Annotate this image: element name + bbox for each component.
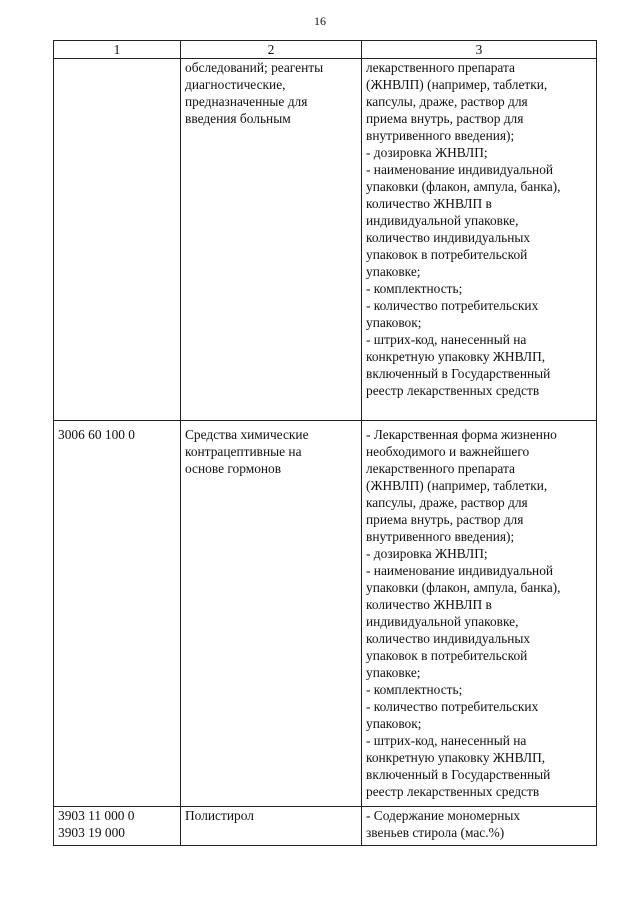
- description-cell: [362, 807, 597, 846]
- text-line: - наименование индивидуальной: [366, 563, 554, 578]
- text-line: - штрих-код, нанесенный на: [366, 332, 527, 347]
- text-line: - штрих-код, нанесенный на: [366, 733, 527, 748]
- text-line: включенный в Государственный: [366, 767, 551, 782]
- text-line: конкретную упаковку ЖНВЛП,: [366, 750, 546, 765]
- text-line: 3903 11 000 0: [58, 808, 135, 823]
- text-line: упаковки (флакон, ампула, банка),: [366, 179, 561, 194]
- text-line: упаковок;: [366, 716, 422, 731]
- text-line: основе гормонов: [185, 461, 282, 476]
- header-col-2: 2: [181, 41, 362, 59]
- table-header-row: [54, 41, 597, 59]
- text-line: внутривенного введения);: [366, 529, 515, 544]
- text-line: упаковке;: [366, 665, 421, 680]
- text-line: - количество потребительских: [366, 699, 539, 714]
- text-line: 3006 60 100 0: [58, 427, 135, 442]
- text-line: - дозировка ЖНВЛП;: [366, 145, 488, 160]
- text-line: звеньев стирола (мас.%): [366, 825, 505, 840]
- text-line: контрацептивные на: [185, 444, 302, 459]
- text-line: (ЖНВЛП) (например, таблетки,: [366, 478, 548, 493]
- text-line: количество ЖНВЛП в: [366, 597, 492, 612]
- header-col-3: 3: [362, 41, 597, 59]
- text-line: реестр лекарственных средств: [366, 383, 540, 398]
- text-line: включенный в Государственный: [366, 366, 551, 381]
- text-line: - комплектность;: [366, 281, 463, 296]
- text-line: - комплектность;: [366, 682, 463, 697]
- text-line: приема внутрь, раствор для: [366, 512, 524, 527]
- text-line: упаковок в потребительской: [366, 247, 528, 262]
- text-line: реестр лекарственных средств: [366, 784, 540, 799]
- description-cell: [362, 59, 597, 421]
- text-line: - Лекарственная форма жизненно: [366, 427, 557, 442]
- text-line: капсулы, драже, раствор для: [366, 94, 528, 109]
- table-row: [54, 59, 597, 421]
- text-line: упаковок;: [366, 315, 422, 330]
- text-line: лекарственного препарата: [366, 60, 515, 75]
- text-line: Полистирол: [185, 808, 254, 823]
- text-line: - дозировка ЖНВЛП;: [366, 546, 488, 561]
- text-line: необходимого и важнейшего: [366, 444, 530, 459]
- text-line: - Содержание мономерных: [366, 808, 521, 823]
- text-line: Средства химические: [185, 427, 309, 442]
- description-cell: [362, 421, 597, 807]
- text-line: капсулы, драже, раствор для: [366, 495, 528, 510]
- text-line: внутривенного введения);: [366, 128, 515, 143]
- code-cell: [54, 807, 181, 846]
- text-line: количество ЖНВЛП в: [366, 196, 492, 211]
- text-line: - наименование индивидуальной: [366, 162, 554, 177]
- page-number: 16: [314, 14, 326, 28]
- text-line: упаковки (флакон, ампула, банка),: [366, 580, 561, 595]
- text-line: обследований; реагенты: [185, 60, 324, 75]
- text-line: 3903 19 000: [58, 825, 125, 840]
- name-cell: [181, 421, 362, 807]
- text-line: количество индивидуальных: [366, 631, 531, 646]
- table-row: [54, 807, 597, 846]
- text-line: - количество потребительских: [366, 298, 539, 313]
- text-line: индивидуальной упаковке,: [366, 614, 519, 629]
- name-cell: [181, 59, 362, 421]
- table-row: [54, 421, 597, 807]
- text-line: предназначенные для: [185, 94, 308, 109]
- text-line: лекарственного препарата: [366, 461, 515, 476]
- header-col-1: 1: [54, 41, 181, 59]
- text-line: (ЖНВЛП) (например, таблетки,: [366, 77, 548, 92]
- name-cell: [181, 807, 362, 846]
- text-line: введения больным: [185, 111, 291, 126]
- text-line: диагностические,: [185, 77, 286, 92]
- text-line: приема внутрь, раствор для: [366, 111, 524, 126]
- text-line: количество индивидуальных: [366, 230, 531, 245]
- text-line: индивидуальной упаковке,: [366, 213, 519, 228]
- code-cell: [54, 421, 181, 807]
- code-cell: [54, 59, 181, 421]
- document-table: [53, 40, 597, 846]
- text-line: конкретную упаковку ЖНВЛП,: [366, 349, 546, 364]
- text-line: упаковке;: [366, 264, 421, 279]
- text-line: упаковок в потребительской: [366, 648, 528, 663]
